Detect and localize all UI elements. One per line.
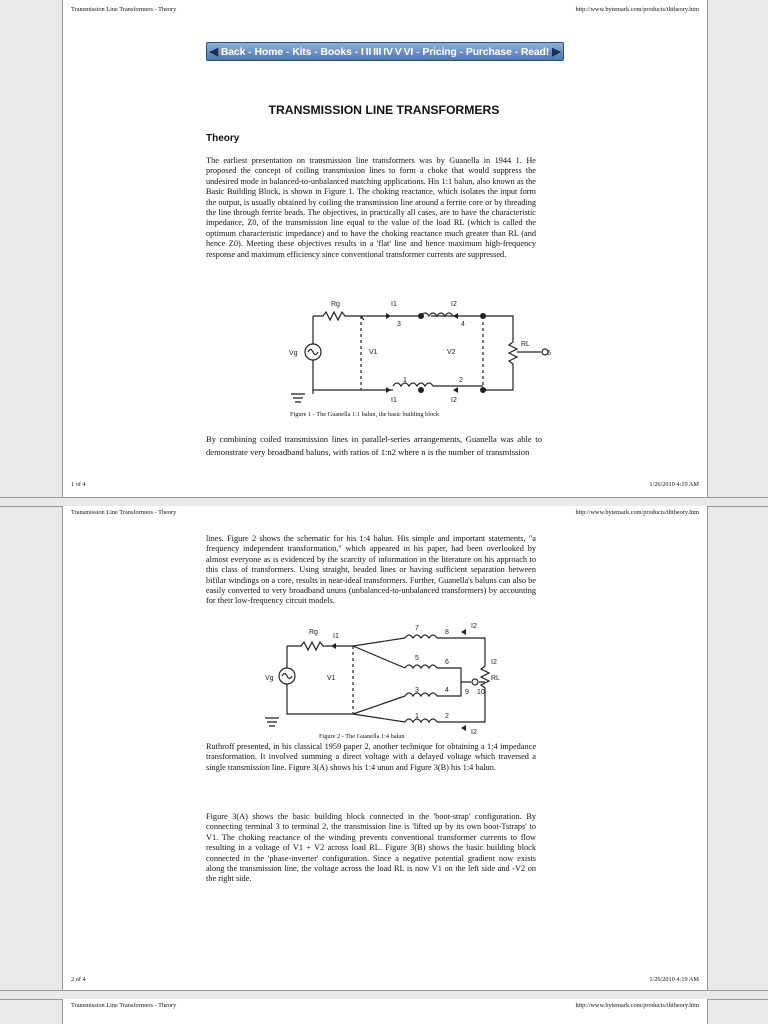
nav-kits-link[interactable]: Kits bbox=[292, 45, 312, 58]
nav-vol-6-link[interactable]: VI bbox=[403, 45, 414, 58]
document-page-1 bbox=[62, 0, 708, 497]
label-v2: V2 bbox=[447, 349, 456, 356]
figure-2-schematic bbox=[265, 620, 565, 736]
label-i1-top: I1 bbox=[391, 301, 397, 308]
label-v1: V1 bbox=[327, 675, 336, 682]
label-terminal-9: 9 bbox=[465, 689, 469, 696]
label-rg: Rg bbox=[309, 629, 318, 636]
page-title: TRANSMISSION LINE TRANSFORMERS bbox=[268, 103, 500, 117]
label-terminal-2: 2 bbox=[459, 377, 463, 384]
label-terminal-1: 1 bbox=[415, 713, 419, 720]
paragraph-3: lines. Figure 2 shows the schematic for his 1:4 balun. His simple and important statements, "a frequency independent transformation," which appeared in his paper, had been overlooked by almost everyone as is evidenced by the scarcity of information in the literature on his approach to this class of transformers. Using straight, beaded lines or having sufficient separation between bifilar windings on a core, results in near-ideal transformers. Further, Guanella's baluns can also be easily converted to very broadband ununs (unbalanced-to-unbalanced transformers) by accounting for their low-frequency circuit models. bbox=[206, 534, 536, 606]
nav-vol-2-link[interactable]: II bbox=[365, 45, 372, 58]
label-v1: V1 bbox=[369, 349, 378, 356]
back-arrow-icon[interactable]: ◀ bbox=[209, 46, 218, 58]
figure-1-caption: Figure 1 - The Guanella 1:1 balun, the basic building block bbox=[290, 411, 440, 418]
footer-date: 1/26/2010 4:19 AM bbox=[649, 976, 699, 983]
nav-vol-3-link[interactable]: III bbox=[373, 45, 382, 58]
label-vg: Vg bbox=[265, 675, 274, 682]
label-terminal-3: 3 bbox=[397, 321, 401, 328]
forward-arrow-icon[interactable]: ▶ bbox=[552, 46, 561, 58]
paragraph-2: By combining coiled transmission lines in parallel-series arrangements, Guanella was able to demonstrate very broadband baluns, with ratios of 1:n2 where n is the number of transmission bbox=[206, 434, 542, 457]
label-rl: RL bbox=[491, 675, 500, 682]
document-page-2 bbox=[62, 506, 708, 990]
nav-vol-1-link[interactable]: I bbox=[360, 45, 364, 58]
label-terminal-8: 8 bbox=[445, 629, 449, 636]
label-terminal-6: 6 bbox=[445, 659, 449, 666]
label-terminal-1: 1 bbox=[403, 377, 407, 384]
label-i1: I1 bbox=[333, 633, 339, 640]
label-terminal-4: 4 bbox=[461, 321, 465, 328]
label-terminal-4: 4 bbox=[445, 687, 449, 694]
label-terminal-10: 10 bbox=[477, 689, 485, 696]
header-title: Transmission Line Transformers - Theory bbox=[71, 1002, 177, 1009]
nav-pricing-link[interactable]: Pricing bbox=[422, 45, 457, 58]
label-vg: Vg bbox=[289, 350, 298, 357]
label-terminal-7: 7 bbox=[415, 625, 419, 632]
nav-read-link[interactable]: Read! bbox=[520, 45, 550, 58]
label-terminal-5: 5 bbox=[415, 655, 419, 662]
label-rl: RL bbox=[521, 341, 530, 348]
label-i2-mid: I2 bbox=[491, 659, 497, 666]
nav-vol-4-link[interactable]: IV bbox=[383, 45, 393, 58]
paragraph-4: Ruthroff presented, in his classical 1959 paper 2, another technique for obtaining a 1:4 impedance transformation. It involved summing a direct voltage with a delayed voltage which traversed a single transmission line. Figure 3(A) shows his 1:4 unun and Figure 3(B) his 1:4 balun. bbox=[206, 742, 536, 772]
navigation-bar: ◀ Back - Home - Kits - Books - I II III IV V VI - Pricing - Purchase - Read! ▶ bbox=[206, 42, 564, 61]
header-url[interactable]: http://www.bytemark.com/products/tlttheory.htm bbox=[575, 6, 699, 13]
header-title: Transmission Line Transformers - Theory bbox=[71, 6, 177, 13]
label-terminal-3: 3 bbox=[415, 687, 419, 694]
header-url[interactable]: http://www.bytemark.com/products/tlttheory.htm bbox=[575, 1002, 699, 1009]
footer-page-number: 2 of 4 bbox=[71, 976, 86, 983]
figure-1-schematic bbox=[283, 292, 563, 408]
nav-home-link[interactable]: Home bbox=[254, 45, 283, 58]
footer-page-number: 1 of 4 bbox=[71, 481, 86, 488]
label-terminal-5: 5 bbox=[547, 350, 551, 357]
label-i2-top: I2 bbox=[471, 623, 477, 630]
label-i2-bottom: I2 bbox=[451, 397, 457, 404]
figure-2-caption: Figure 2 - The Guanella 1:4 balun bbox=[319, 733, 405, 740]
label-rg: Rg bbox=[331, 301, 340, 308]
section-heading: Theory bbox=[206, 133, 240, 144]
label-i2-bottom: I2 bbox=[471, 729, 477, 736]
nav-back-link[interactable]: Back bbox=[220, 45, 246, 58]
nav-books-link[interactable]: Books bbox=[320, 45, 352, 58]
label-i1-bottom: I1 bbox=[391, 397, 397, 404]
label-terminal-2: 2 bbox=[445, 713, 449, 720]
document-page-3 bbox=[62, 999, 708, 1024]
paragraph-1: The earliest presentation on transmission line transformers was by Guanella in 1944 1. He proposed the concept of coiling transmission lines to form a choke that would suppress the undesired mode in balanced-to-unbalanced matching applications. His 1:1 balun, also known as the Basic Building Block, is shown in Figure 1. The choking reactance, which isolates the input form the output, is usually obtained by coiling the transmission line around a ferrite core or by threading the line through ferrite beads. The objectives, in practically all cases, are to have the characteristic impedance, Z0, of the transmission line equal to the value of the load RL (which is called the optimum characteristic impedance) and to have the choking reactance much greater than RL (and hence Z0). Meeting these objectives results in a 'flat' line and hence maximum high-frequency response and maximum efficiency since conventional transformer currents are suppressed. bbox=[206, 156, 536, 259]
header-title: Transmission Line Transformers - Theory bbox=[71, 509, 177, 516]
nav-purchase-link[interactable]: Purchase bbox=[465, 45, 512, 58]
nav-vol-5-link[interactable]: V bbox=[394, 45, 402, 58]
label-i2-top: I2 bbox=[451, 301, 457, 308]
paragraph-5: Figure 3(A) shows the basic building block connected in the 'boot-strap' configuration. By connecting terminal 3 to terminal 2, the transmission line is 'lifted up by its own boot-Tstraps' to V1. The choking reactance of the winding prevents conventional transformer currents to flow resulting in a voltage of V1 + V2 across load RL. Figure 3(B) shows the basic building block connected in the 'phase-inverter' configuration. Since a negative potential gradient now exists along the transmission line, the voltage across the load RL is now V1 on the left side and -V2 on the right side. bbox=[206, 812, 536, 884]
header-url[interactable]: http://www.bytemark.com/products/tlttheory.htm bbox=[575, 509, 699, 516]
footer-date: 1/26/2010 4:19 AM bbox=[649, 481, 699, 488]
